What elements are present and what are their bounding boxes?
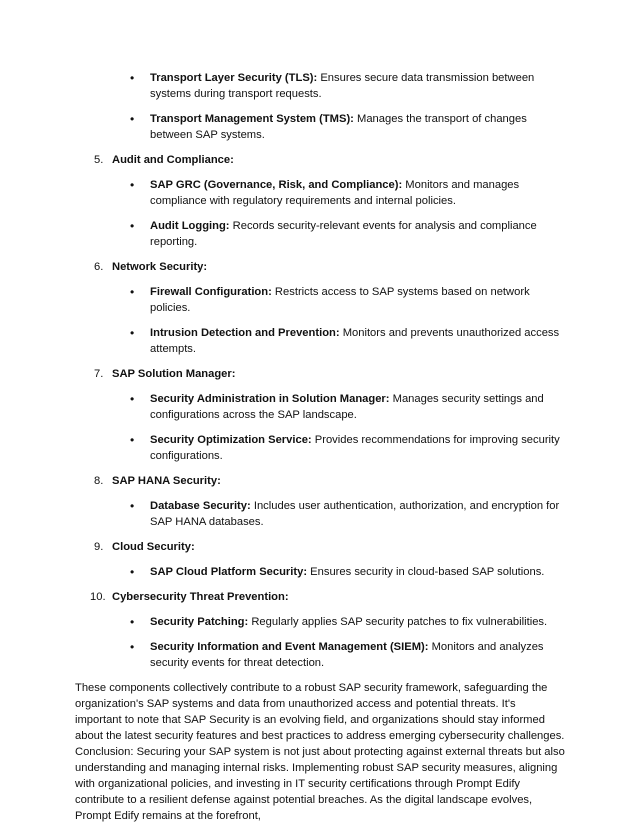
section-number: 6. — [94, 261, 104, 273]
bullet-description: Monitors and analyzes security events for threat detection. — [150, 641, 544, 669]
bullet-item-tls — [130, 70, 565, 102]
bullet-item-tms — [130, 111, 565, 143]
bullet-icon: • — [130, 178, 135, 192]
bullet-item — [130, 432, 565, 464]
section-title: Cloud Security: — [112, 541, 195, 553]
bullet-description: Restricts access to SAP systems based on network policies. — [150, 286, 530, 314]
bullet-list-hana-security — [0, 498, 638, 530]
section-heading-solution-manager — [94, 366, 638, 382]
bullet-icon: • — [130, 433, 135, 447]
bullet-description: Records security-relevant events for analysis and compliance reporting. — [150, 220, 537, 248]
bullet-term: Security Patching: — [150, 616, 249, 628]
bullet-term: Intrusion Detection and Prevention: — [150, 327, 340, 339]
section-title: SAP HANA Security: — [112, 475, 221, 487]
bullet-icon: • — [130, 112, 135, 126]
bullet-description: Includes user authentication, authorization, and encryption for SAP HANA databases. — [150, 500, 560, 528]
bullet-term: SAP GRC (Governance, Risk, and Compliance): — [150, 179, 403, 191]
bullet-icon: • — [130, 499, 135, 513]
bullet-icon: • — [130, 219, 135, 233]
bullet-term: Transport Management System (TMS): — [150, 113, 354, 125]
bullet-list-network-security — [0, 284, 638, 357]
bullet-item — [130, 177, 565, 209]
section-heading-network-security — [94, 259, 638, 275]
bullet-icon: • — [130, 640, 135, 654]
section-number: 10. — [90, 591, 106, 603]
bullet-description: Regularly applies SAP security patches to fix vulnerabilities. — [248, 616, 548, 628]
bullet-item — [130, 639, 565, 671]
section-number: 9. — [94, 541, 104, 553]
section-heading-threat-prevention — [90, 589, 638, 605]
bullet-icon: • — [130, 326, 135, 340]
section-number: 8. — [94, 475, 104, 487]
bullet-list-solution-manager — [0, 391, 638, 464]
section-title: Audit and Compliance: — [112, 154, 234, 166]
bullet-icon: • — [130, 285, 135, 299]
bullet-term: Audit Logging: — [150, 220, 230, 232]
section-heading-audit-compliance — [94, 152, 638, 168]
bullet-icon: • — [130, 615, 135, 629]
bullet-list-cloud-security — [0, 564, 638, 580]
bullet-item — [130, 498, 565, 530]
document-body — [0, 70, 638, 824]
section-heading-cloud-security — [94, 539, 638, 555]
closing-paragraph: These components collectively contribute to a robust SAP security framework, safeguarding the organization's SAP systems and data from unauthorized access and potential threats. It's important to note that SAP Security is an evolving field, and organizations should stay informed about the latest security features and best practices to address emerging cybersecurity challenges. Conclusion: Securing your SAP system is not just about protecting against external threats but also understanding and managing internal risks. Implementing robust SAP security measures, aligning with organizational policies, and investing in IT security certifications through Prompt Edify contribute to a resilient defense against potential breaches. As the digital landscape evolves, Prompt Edify remains at the forefront, — [75, 682, 565, 822]
bullet-icon: • — [130, 565, 135, 579]
bullet-term: SAP Cloud Platform Security: — [150, 566, 308, 578]
bullet-description: Ensures secure data transmission between systems during transport requests. — [150, 72, 535, 100]
bullet-term: Security Information and Event Management (SIEM): — [150, 641, 429, 653]
bullet-item — [130, 391, 565, 423]
section-title: Network Security: — [112, 261, 208, 273]
bullet-term: Firewall Configuration: — [150, 286, 272, 298]
bullet-icon: • — [130, 71, 135, 85]
section-title: SAP Solution Manager: — [112, 368, 236, 380]
bullet-description: Monitors and prevents unauthorized access attempts. — [150, 327, 560, 355]
bullet-item — [130, 325, 565, 357]
bullet-list-threat-prevention — [0, 614, 638, 671]
bullet-item — [130, 218, 565, 250]
bullet-term: Security Optimization Service: — [150, 434, 312, 446]
bullet-term: Database Security: — [150, 500, 251, 512]
bullet-item — [130, 564, 565, 580]
bullet-term: Security Administration in Solution Manager: — [150, 393, 390, 405]
bullet-description: Provides recommendations for improving security configurations. — [150, 434, 560, 462]
bullet-list-audit-compliance — [0, 177, 638, 250]
bullet-term: Transport Layer Security (TLS): — [150, 72, 318, 84]
bullet-description: Manages the transport of changes between SAP systems. — [150, 113, 527, 141]
bullet-description: Manages security settings and configurations across the SAP landscape. — [150, 393, 544, 421]
section-heading-hana-security — [94, 473, 638, 489]
bullet-item — [130, 284, 565, 316]
bullet-description: Monitors and manages compliance with regulatory requirements and internal policies. — [150, 179, 520, 207]
section-number: 5. — [94, 154, 104, 166]
bullet-icon: • — [130, 392, 135, 406]
bullet-description: Ensures security in cloud-based SAP solutions. — [307, 566, 545, 578]
continued-bullet-list — [0, 70, 638, 143]
section-number: 7. — [94, 368, 104, 380]
section-title: Cybersecurity Threat Prevention: — [112, 591, 289, 603]
bullet-item — [130, 614, 565, 630]
